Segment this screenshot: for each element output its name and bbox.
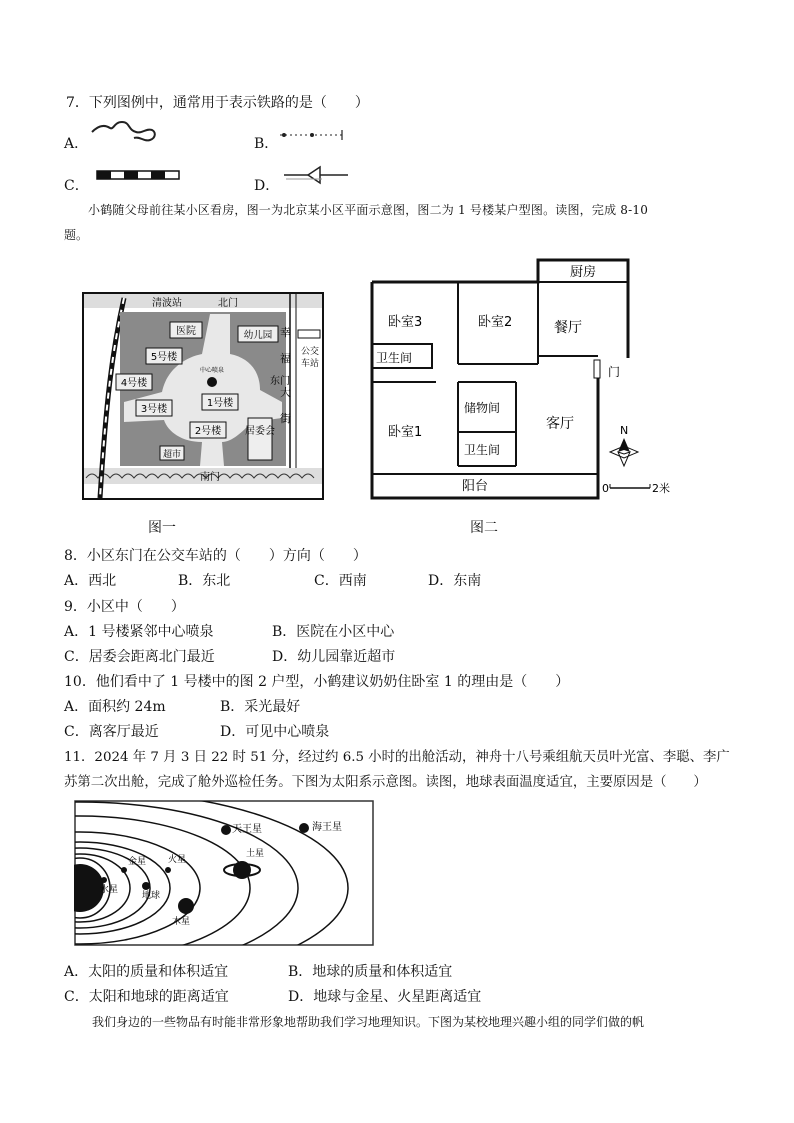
bedroom3-label: 卧室3 bbox=[388, 315, 423, 330]
street-label: 幸福大街 bbox=[280, 326, 291, 425]
south-gate-label: 南门 bbox=[200, 472, 220, 483]
q11-option-c: C．太阳和地球的距离适宜 bbox=[64, 989, 229, 1005]
venus-label: 金星 bbox=[128, 857, 147, 867]
legend-d-river-arrow-icon bbox=[282, 163, 352, 185]
apartment-floor-plan bbox=[366, 256, 692, 502]
q8-stem: 8．小区东门在公交车站的（ ）方向（ ） bbox=[64, 548, 367, 564]
building3-label: 3号楼 bbox=[140, 404, 168, 415]
door-label: 门 bbox=[608, 365, 621, 379]
q9-option-a: A．1 号楼紧邻中心喷泉 bbox=[64, 624, 214, 640]
dining-label: 餐厅 bbox=[554, 320, 582, 336]
kindergarten-label: 幼儿园 bbox=[243, 330, 273, 341]
q10-option-b: B．采光最好 bbox=[220, 699, 301, 715]
bedroom2-label: 卧室2 bbox=[478, 315, 513, 330]
earth-label: 地球 bbox=[142, 891, 161, 901]
bathroom-top-label: 卫生间 bbox=[376, 351, 413, 365]
building2-label: 2号楼 bbox=[194, 426, 222, 437]
figure1-caption: 图一 bbox=[148, 520, 176, 536]
mars-icon bbox=[165, 867, 171, 873]
mercury-label: 水星 bbox=[100, 885, 119, 895]
q7-option-c: C． bbox=[64, 178, 89, 194]
legend-c-railway-icon bbox=[96, 169, 182, 181]
svg-text:N: N bbox=[620, 424, 629, 437]
north-gate-label: 北门 bbox=[218, 298, 238, 309]
intro-8-10-line1: 小鹤随父母前往某小区看房，图一为北京某小区平面示意图，图二为 1 号楼某户型图。读图，完成 8-10 bbox=[88, 203, 649, 217]
q7-option-b: B． bbox=[254, 136, 279, 152]
q7-option-d: D． bbox=[254, 178, 280, 194]
fountain-label: 中心喷泉 bbox=[199, 367, 225, 374]
legend-a-boundary-icon bbox=[90, 120, 160, 144]
jupiter-icon bbox=[178, 898, 194, 914]
q11-option-b: B．地球的质量和体积适宜 bbox=[288, 964, 453, 980]
committee-label: 居委会 bbox=[245, 426, 275, 437]
bus-station-label: 公交车站 bbox=[300, 347, 320, 369]
q9-option-b: B．医院在小区中心 bbox=[272, 624, 395, 640]
uranus-label: 天王星 bbox=[232, 824, 262, 835]
q11-option-d: D．地球与金星、火星距离适宜 bbox=[288, 989, 482, 1005]
q11-option-a: A．太阳的质量和体积适宜 bbox=[64, 964, 229, 980]
earth-icon bbox=[142, 882, 150, 890]
community-plan-map bbox=[82, 292, 324, 500]
q11-line2: 苏第二次出舱，完成了舱外巡检任务。下图为太阳系示意图。读图，地球表面温度适宜，主要原因是（ ） bbox=[64, 775, 707, 790]
north-station-label: 清波站 bbox=[152, 298, 182, 309]
uranus-icon bbox=[221, 825, 231, 835]
legend-b-dotted-line-icon bbox=[278, 128, 348, 142]
neptune-icon bbox=[299, 823, 309, 833]
east-gate-label: 东门 bbox=[270, 376, 290, 387]
bedroom1-label: 卧室1 bbox=[388, 425, 423, 440]
scale-zero: 0 bbox=[602, 482, 609, 495]
hospital-label: 医院 bbox=[176, 326, 196, 337]
bathroom-bottom-label: 卫生间 bbox=[464, 443, 501, 457]
north-arrow-icon bbox=[610, 424, 638, 466]
q7-option-a: A． bbox=[64, 136, 89, 152]
q10-option-c: C．离客厅最近 bbox=[64, 724, 159, 740]
building4-label: 4号楼 bbox=[120, 378, 148, 389]
q8-option-d: D．东南 bbox=[428, 573, 482, 589]
q10-stem: 10．他们看中了 1 号楼中的图 2 户型，小鹤建议奶奶住卧室 1 的理由是（ ） bbox=[64, 674, 570, 690]
building5-label: 5号楼 bbox=[150, 352, 178, 363]
neptune-label: 海王星 bbox=[312, 822, 342, 833]
jupiter-label: 木星 bbox=[172, 917, 191, 927]
supermarket-label: 超市 bbox=[162, 450, 182, 460]
q9-option-c: C．居委会距离北门最近 bbox=[64, 649, 215, 665]
q8-option-c: C．西南 bbox=[314, 573, 367, 589]
q10-option-d: D．可见中心喷泉 bbox=[220, 724, 330, 740]
q8-option-b: B．东北 bbox=[178, 573, 231, 589]
building1-label: 1号楼 bbox=[206, 398, 234, 409]
intro-next-line1: 我们身边的一些物品有时能非常形象地帮助我们学习地理知识。下图为某校地理兴趣小组的同学们做的帆 bbox=[92, 1015, 645, 1029]
mercury-icon bbox=[101, 877, 107, 883]
q11-line1: 11．2024 年 7 月 3 日 22 时 51 分，经过约 6.5 小时的出舱活动，神舟十八号乘组航天员叶光富、李聪、李广 bbox=[64, 750, 730, 765]
scale-end: 2米 bbox=[652, 482, 670, 495]
q9-option-d: D．幼儿园靠近超市 bbox=[272, 649, 396, 665]
q10-option-a: A．面积约 24m bbox=[64, 699, 166, 715]
solar-system-diagram bbox=[74, 800, 374, 946]
q8-option-a: A．西北 bbox=[64, 573, 117, 589]
mars-label: 火星 bbox=[168, 855, 187, 865]
q7-stem: 7．下列图例中，通常用于表示铁路的是（ ） bbox=[66, 95, 369, 111]
living-label: 客厅 bbox=[546, 416, 574, 432]
figure2-caption: 图二 bbox=[470, 520, 498, 536]
venus-icon bbox=[121, 867, 127, 873]
storage-label: 储物间 bbox=[464, 401, 501, 415]
kitchen-label: 厨房 bbox=[570, 265, 597, 280]
q9-stem: 9．小区中（ ） bbox=[64, 599, 185, 615]
saturn-label: 土星 bbox=[246, 849, 265, 859]
intro-8-10-line2: 题。 bbox=[64, 228, 89, 242]
balcony-label: 阳台 bbox=[462, 479, 489, 494]
